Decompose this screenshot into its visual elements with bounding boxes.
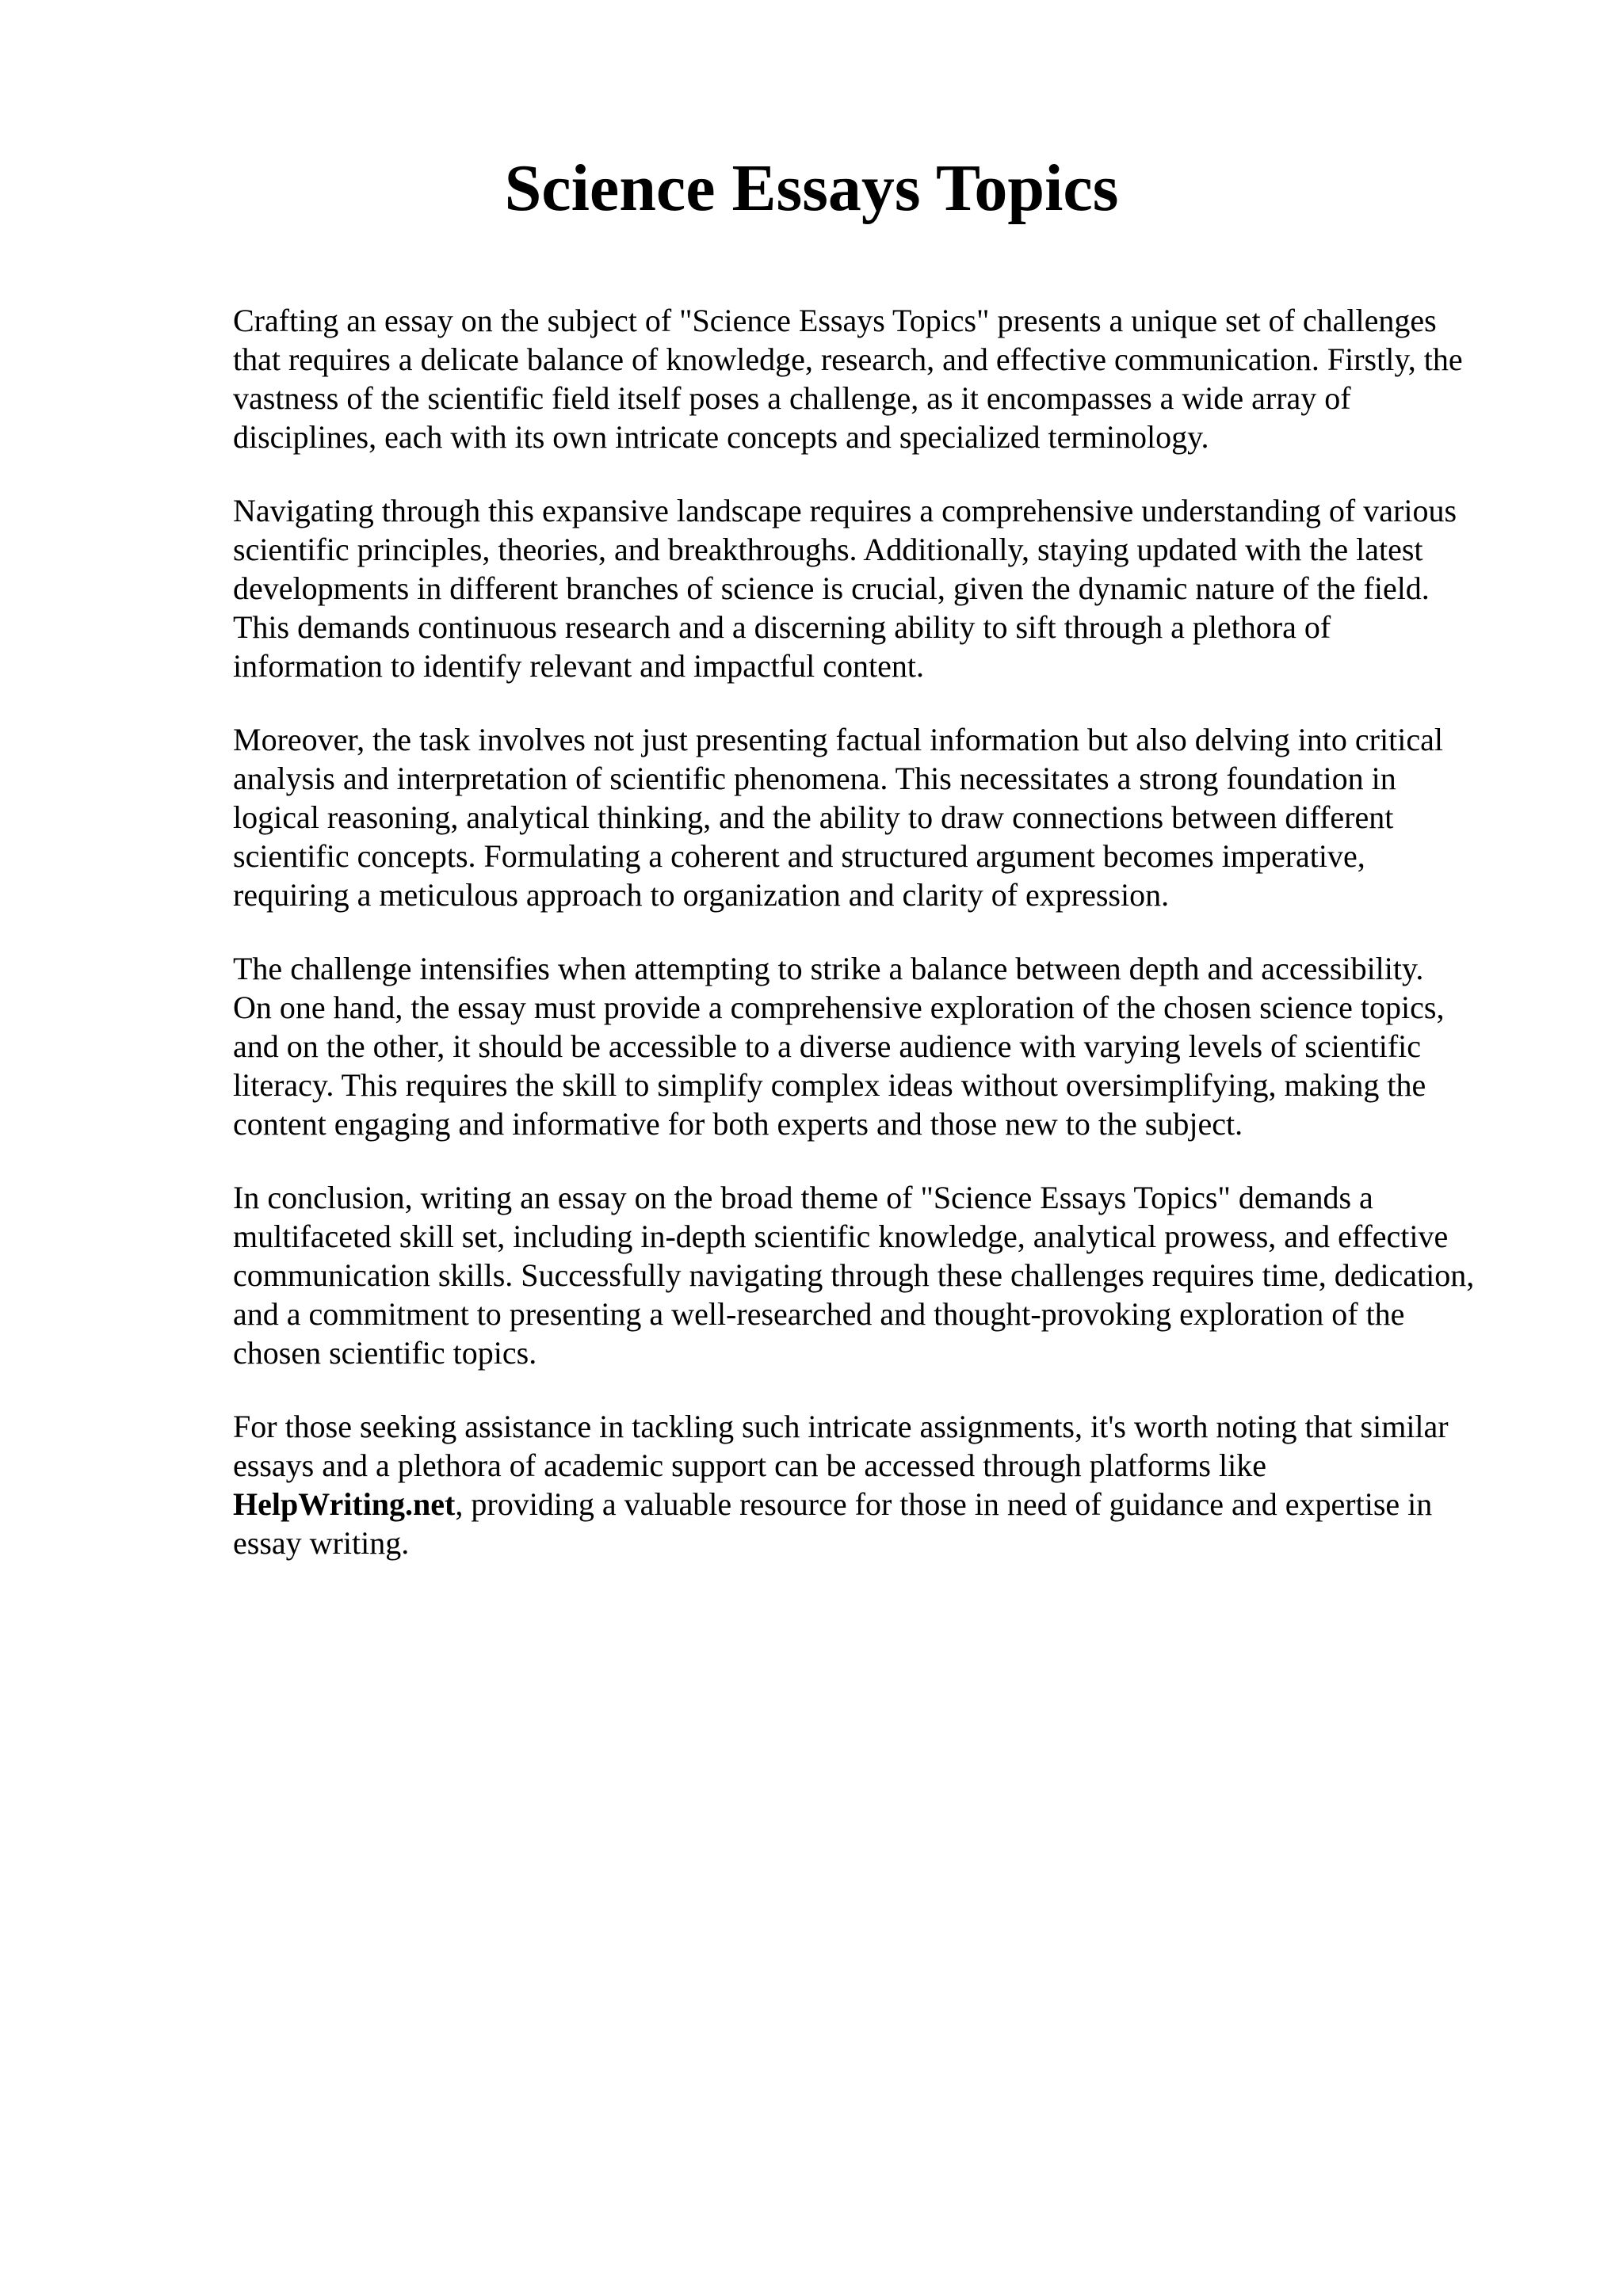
paragraph-line: logical reasoning, analytical thinking, and the ability to draw connections between different <box>233 799 1394 835</box>
paragraph-line: literacy. This requires the skill to simplify complex ideas without oversimplifying, making the <box>233 1067 1426 1103</box>
paragraph-closing <box>233 1407 1533 1562</box>
paragraph-line: that requires a delicate balance of knowledge, research, and effective communication. Firstly, the <box>233 341 1463 377</box>
paragraph-line: The challenge intensifies when attempting to strike a balance between depth and accessibility. <box>233 951 1424 986</box>
paragraph-line: essay writing. <box>233 1525 410 1561</box>
paragraph-3 <box>233 720 1533 914</box>
paragraph-line: information to identify relevant and impactful content. <box>233 648 924 684</box>
paragraph-1 <box>233 301 1533 456</box>
closing-line-rest: , providing a valuable resource for those in need of guidance and expertise in <box>455 1486 1433 1522</box>
paragraph-line: essays and a plethora of academic support can be accessed through platforms like <box>233 1447 1266 1483</box>
paragraph-line: requiring a meticulous approach to organization and clarity of expression. <box>233 877 1170 913</box>
paragraph-line: chosen scientific topics. <box>233 1335 537 1371</box>
paragraph-line: content engaging and informative for both experts and those new to the subject. <box>233 1106 1243 1142</box>
paragraph-line: developments in different branches of science is crucial, given the dynamic nature of the field. <box>233 570 1430 606</box>
paragraph-line: multifaceted skill set, including in-depth scientific knowledge, analytical prowess, and effective <box>233 1219 1449 1254</box>
paragraph-line: and a commitment to presenting a well-researched and thought-provoking exploration of the <box>233 1296 1405 1332</box>
paragraph-line: Moreover, the task involves not just presenting factual information but also delving into critical <box>233 722 1443 757</box>
paragraph-line: scientific concepts. Formulating a coherent and structured argument becomes imperative, <box>233 838 1365 874</box>
paragraph-2 <box>233 491 1533 685</box>
paragraph-line: On one hand, the essay must provide a comprehensive exploration of the chosen science topics, <box>233 990 1445 1025</box>
helpwriting-link[interactable]: HelpWriting.net <box>233 1486 456 1522</box>
paragraph-line: disciplines, each with its own intricate concepts and specialized terminology. <box>233 419 1209 455</box>
document-title: Science Essays Topics <box>504 151 1119 225</box>
paragraph-line: analysis and interpretation of scientific phenomena. This necessitates a strong foundation in <box>233 761 1396 796</box>
document-body <box>233 301 1533 1597</box>
paragraph-line: communication skills. Successfully navigating through these challenges requires time, dedication, <box>233 1257 1475 1293</box>
paragraph-line: Navigating through this expansive landscape requires a comprehensive understanding of various <box>233 493 1457 528</box>
paragraph-line: This demands continuous research and a discerning ability to sift through a plethora of <box>233 609 1331 645</box>
paragraph-line-with-link <box>233 1485 1533 1524</box>
paragraph-line: and on the other, it should be accessible to a diverse audience with varying levels of scientific <box>233 1028 1422 1064</box>
paragraph-line: Crafting an essay on the subject of "Science Essays Topics" presents a unique set of challenges <box>233 303 1437 338</box>
paragraph-line: For those seeking assistance in tackling such intricate assignments, it's worth noting that similar <box>233 1409 1449 1444</box>
paragraph-line: scientific principles, theories, and breakthroughs. Additionally, staying updated with the latest <box>233 532 1423 567</box>
paragraph-4 <box>233 949 1533 1143</box>
paragraph-line: In conclusion, writing an essay on the broad theme of "Science Essays Topics" demands a <box>233 1180 1373 1215</box>
paragraph-5 <box>233 1178 1533 1372</box>
paragraph-line: vastness of the scientific field itself poses a challenge, as it encompasses a wide array of <box>233 380 1351 416</box>
